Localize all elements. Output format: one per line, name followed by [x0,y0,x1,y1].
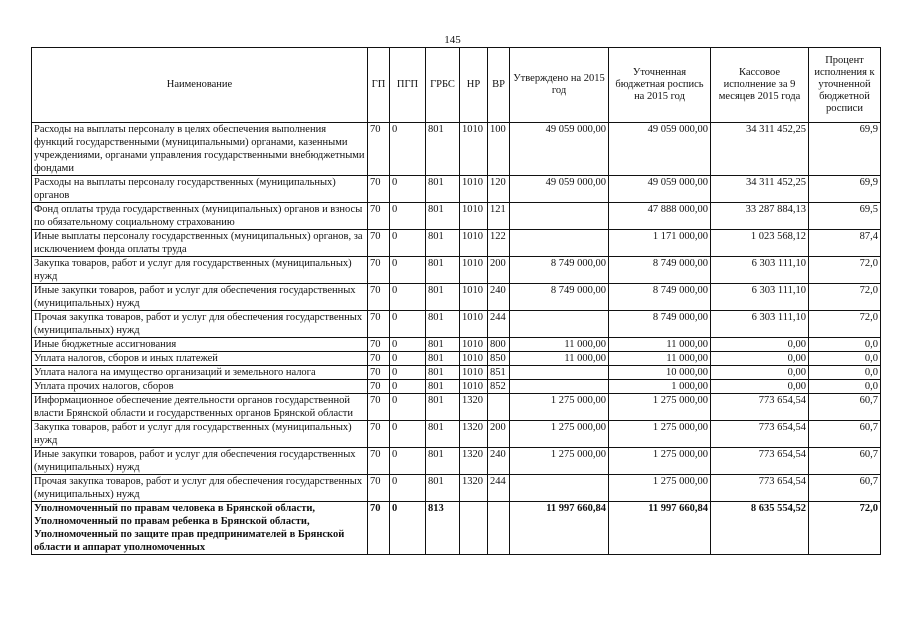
table-row [32,311,881,338]
cell-ppgp: 0 [390,284,426,311]
cell-ppgp: 0 [390,352,426,366]
cell-ppgp: 0 [390,475,426,502]
cell-grbs: 801 [426,338,460,352]
cell-refined: 10 000,00 [609,366,711,380]
cell-name: Информационное обеспечение деятельности органов государственной власти Брянской области и государственных органов Брянской области [32,394,368,421]
cell-grbs: 801 [426,284,460,311]
cell-percent: 72,0 [809,284,881,311]
cell-approved [510,366,609,380]
cell-gp: 70 [368,421,390,448]
cell-vr [488,394,510,421]
cell-name: Расходы на выплаты персоналу в целях обеспечения выполнения функций государственными (муниципальными) органами, казенными учреждениями, органами управления государственными внебюджетными фондами [32,123,368,176]
table-row [32,394,881,421]
cell-refined: 11 997 660,84 [609,502,711,555]
header-ppgp: ПГП [390,48,426,123]
cell-refined: 11 000,00 [609,338,711,352]
cell-grbs: 801 [426,257,460,284]
page-number: 145 [444,34,461,46]
cell-nr: 1320 [460,475,488,502]
cell-percent: 60,7 [809,475,881,502]
cell-approved: 1 275 000,00 [510,394,609,421]
header-cash: Кассовое исполнение за 9 месяцев 2015 года [711,48,809,123]
cell-cash: 773 654,54 [711,448,809,475]
table-row [32,257,881,284]
table-row [32,230,881,257]
cell-grbs: 801 [426,380,460,394]
cell-vr: 244 [488,311,510,338]
cell-percent: 72,0 [809,257,881,284]
cell-ppgp: 0 [390,230,426,257]
cell-vr: 122 [488,230,510,257]
cell-refined: 49 059 000,00 [609,123,711,176]
header-refined: Уточненная бюджетная роспись на 2015 год [609,48,711,123]
cell-vr: 851 [488,366,510,380]
cell-vr: 121 [488,203,510,230]
cell-cash: 0,00 [711,338,809,352]
cell-refined: 8 749 000,00 [609,284,711,311]
cell-cash: 34 311 452,25 [711,176,809,203]
cell-percent: 69,9 [809,123,881,176]
cell-ppgp: 0 [390,380,426,394]
cell-vr: 852 [488,380,510,394]
cell-grbs: 801 [426,176,460,203]
cell-nr: 1010 [460,284,488,311]
cell-cash: 34 311 452,25 [711,123,809,176]
cell-approved: 49 059 000,00 [510,176,609,203]
cell-approved: 11 000,00 [510,352,609,366]
header-gp: ГП [368,48,390,123]
table-row [32,203,881,230]
cell-cash: 6 303 111,10 [711,311,809,338]
cell-vr: 244 [488,475,510,502]
cell-refined: 49 059 000,00 [609,176,711,203]
cell-gp: 70 [368,176,390,203]
cell-cash: 33 287 884,13 [711,203,809,230]
cell-nr: 1320 [460,394,488,421]
cell-nr: 1010 [460,338,488,352]
cell-gp: 70 [368,475,390,502]
cell-nr: 1010 [460,176,488,203]
table-row [32,502,881,555]
cell-gp: 70 [368,394,390,421]
cell-grbs: 801 [426,421,460,448]
cell-ppgp: 0 [390,176,426,203]
cell-cash: 773 654,54 [711,421,809,448]
cell-gp: 70 [368,448,390,475]
header-name: Наименование [32,48,368,123]
table-row [32,284,881,311]
cell-percent: 60,7 [809,394,881,421]
cell-refined: 1 275 000,00 [609,448,711,475]
cell-nr: 1010 [460,311,488,338]
cell-percent: 0,0 [809,352,881,366]
cell-gp: 70 [368,230,390,257]
header-percent: Процент исполнения к уточненной бюджетной росписи [809,48,881,123]
cell-name: Прочая закупка товаров, работ и услуг для обеспечения государственных (муниципальных) нужд [32,475,368,502]
cell-percent: 60,7 [809,421,881,448]
cell-vr [488,502,510,555]
cell-name: Уплата налогов, сборов и иных платежей [32,352,368,366]
cell-name: Уполномоченный по правам человека в Брянской области, Уполномоченный по правам ребенка в Брянской области, Уполномоченный по защите прав предпринимателей в Брянской области и аппарат уполномоченных [32,502,368,555]
cell-refined: 1 275 000,00 [609,475,711,502]
table-header-row [32,48,881,123]
table-row [32,421,881,448]
cell-nr: 1010 [460,230,488,257]
cell-cash: 773 654,54 [711,394,809,421]
cell-grbs: 801 [426,394,460,421]
cell-cash: 6 303 111,10 [711,284,809,311]
cell-percent: 72,0 [809,311,881,338]
cell-cash: 0,00 [711,366,809,380]
cell-grbs: 801 [426,475,460,502]
cell-refined: 8 749 000,00 [609,257,711,284]
cell-gp: 70 [368,257,390,284]
cell-vr: 200 [488,421,510,448]
cell-cash: 8 635 554,52 [711,502,809,555]
table-row [32,176,881,203]
cell-vr: 800 [488,338,510,352]
cell-ppgp: 0 [390,203,426,230]
cell-nr: 1320 [460,421,488,448]
cell-percent: 69,5 [809,203,881,230]
cell-approved [510,203,609,230]
cell-percent: 69,9 [809,176,881,203]
table-row [32,380,881,394]
cell-grbs: 801 [426,123,460,176]
cell-name: Иные закупки товаров, работ и услуг для обеспечения государственных (муниципальных) нужд [32,448,368,475]
cell-approved: 8 749 000,00 [510,284,609,311]
cell-nr [460,502,488,555]
cell-ppgp: 0 [390,338,426,352]
cell-name: Прочая закупка товаров, работ и услуг для обеспечения государственных (муниципальных) нужд [32,311,368,338]
cell-nr: 1320 [460,448,488,475]
table-row [32,448,881,475]
cell-vr: 240 [488,284,510,311]
cell-nr: 1010 [460,352,488,366]
cell-cash: 1 023 568,12 [711,230,809,257]
budget-execution-table [31,47,881,555]
cell-refined: 1 000,00 [609,380,711,394]
cell-gp: 70 [368,123,390,176]
cell-name: Закупка товаров, работ и услуг для государственных (муниципальных) нужд [32,257,368,284]
cell-approved: 8 749 000,00 [510,257,609,284]
cell-percent: 0,0 [809,338,881,352]
cell-name: Фонд оплаты труда государственных (муниципальных) органов и взносы по обязательному социальному страхованию [32,203,368,230]
cell-gp: 70 [368,380,390,394]
cell-gp: 70 [368,352,390,366]
cell-percent: 0,0 [809,380,881,394]
cell-percent: 87,4 [809,230,881,257]
cell-refined: 11 000,00 [609,352,711,366]
cell-gp: 70 [368,366,390,380]
cell-refined: 1 275 000,00 [609,421,711,448]
cell-percent: 72,0 [809,502,881,555]
table-row [32,475,881,502]
cell-approved [510,230,609,257]
cell-grbs: 813 [426,502,460,555]
cell-gp: 70 [368,311,390,338]
cell-grbs: 801 [426,448,460,475]
cell-grbs: 801 [426,203,460,230]
cell-nr: 1010 [460,380,488,394]
table-row [32,338,881,352]
cell-approved [510,475,609,502]
cell-grbs: 801 [426,311,460,338]
cell-gp: 70 [368,338,390,352]
cell-name: Уплата налога на имущество организаций и земельного налога [32,366,368,380]
cell-approved: 1 275 000,00 [510,421,609,448]
cell-ppgp: 0 [390,448,426,475]
cell-ppgp: 0 [390,311,426,338]
cell-percent: 60,7 [809,448,881,475]
cell-name: Расходы на выплаты персоналу государственных (муниципальных) органов [32,176,368,203]
header-grbs: ГРБС [426,48,460,123]
cell-name: Иные выплаты персоналу государственных (муниципальных) органов, за исключением фонда оплаты труда [32,230,368,257]
cell-cash: 0,00 [711,380,809,394]
cell-approved: 1 275 000,00 [510,448,609,475]
cell-name: Уплата прочих налогов, сборов [32,380,368,394]
cell-name: Иные бюджетные ассигнования [32,338,368,352]
cell-approved: 11 000,00 [510,338,609,352]
cell-cash: 6 303 111,10 [711,257,809,284]
cell-refined: 1 275 000,00 [609,394,711,421]
cell-gp: 70 [368,203,390,230]
cell-refined: 1 171 000,00 [609,230,711,257]
cell-refined: 8 749 000,00 [609,311,711,338]
cell-approved: 11 997 660,84 [510,502,609,555]
table-row [32,123,881,176]
cell-ppgp: 0 [390,257,426,284]
table-row [32,366,881,380]
cell-vr: 120 [488,176,510,203]
cell-refined: 47 888 000,00 [609,203,711,230]
cell-approved: 49 059 000,00 [510,123,609,176]
cell-vr: 240 [488,448,510,475]
cell-vr: 100 [488,123,510,176]
cell-vr: 850 [488,352,510,366]
cell-ppgp: 0 [390,502,426,555]
table-row [32,352,881,366]
cell-nr: 1010 [460,203,488,230]
cell-percent: 0,0 [809,366,881,380]
cell-approved [510,311,609,338]
cell-name: Закупка товаров, работ и услуг для государственных (муниципальных) нужд [32,421,368,448]
cell-approved [510,380,609,394]
cell-ppgp: 0 [390,394,426,421]
cell-gp: 70 [368,284,390,311]
cell-nr: 1010 [460,123,488,176]
cell-vr: 200 [488,257,510,284]
cell-ppgp: 0 [390,421,426,448]
cell-cash: 0,00 [711,352,809,366]
cell-grbs: 801 [426,352,460,366]
cell-grbs: 801 [426,230,460,257]
cell-cash: 773 654,54 [711,475,809,502]
cell-ppgp: 0 [390,123,426,176]
cell-ppgp: 0 [390,366,426,380]
header-vr: ВР [488,48,510,123]
header-nr: НР [460,48,488,123]
cell-name: Иные закупки товаров, работ и услуг для обеспечения государственных (муниципальных) нужд [32,284,368,311]
cell-gp: 70 [368,502,390,555]
cell-nr: 1010 [460,257,488,284]
cell-grbs: 801 [426,366,460,380]
table-body [32,123,881,555]
header-approved: Утверждено на 2015 год [510,48,609,123]
cell-nr: 1010 [460,366,488,380]
